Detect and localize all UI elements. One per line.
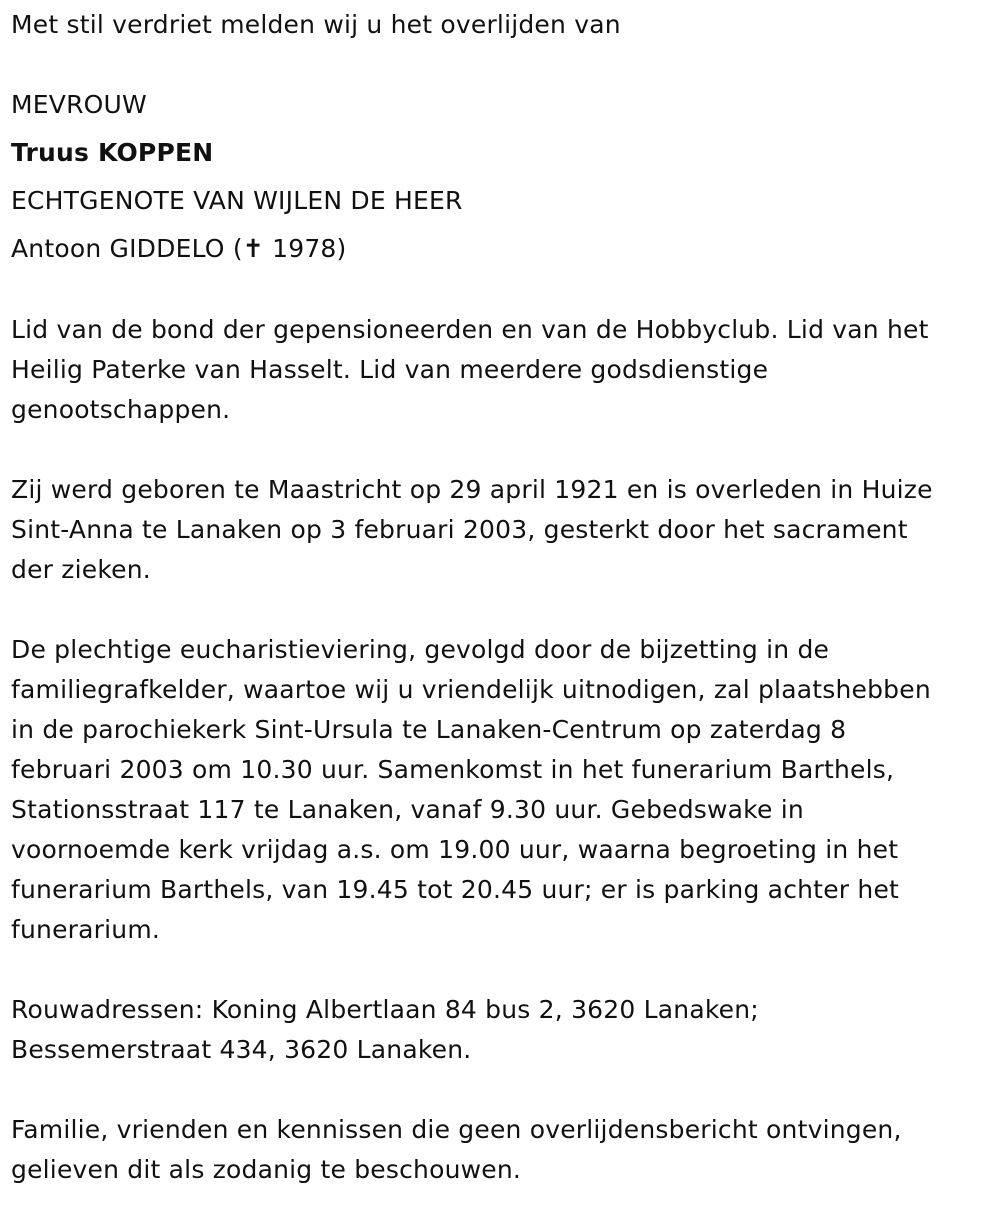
cross-icon: ✝ (242, 234, 264, 263)
closing-line: gelieven dit als zodanig te beschouwen. (11, 1155, 522, 1184)
ceremony-line: familiegrafkelder, waartoe wij u vriendelijk uitnodigen, zal plaatshebben (11, 675, 931, 704)
ceremony-line: Stationsstraat 117 te Lanaken, vanaf 9.30 uur. Gebedswake in (11, 795, 804, 824)
spouse-name: Antoon GIDDELO ( (11, 234, 243, 263)
birth-death-line: Zij werd geboren te Maastricht op 29 april 1921 en is overleden in Huize (11, 475, 933, 504)
birth-death-line: Sint-Anna te Lanaken op 3 februari 2003, gesterkt door het sacrament (11, 515, 908, 544)
ceremony-line: voornoemde kerk vrijdag a.s. om 19.00 uur, waarna begroeting in het (11, 835, 899, 864)
person-name: Truus KOPPEN (11, 138, 214, 167)
memberships-line: Heilig Paterke van Hasselt. Lid van meerdere godsdienstige (11, 355, 769, 384)
ceremony-line: De plechtige eucharistieviering, gevolgd door de bijzetting in de (11, 635, 830, 664)
person-title: MEVROUW (11, 90, 147, 119)
ceremony-line: funerarium. (11, 915, 161, 944)
ceremony-line: februari 2003 om 10.30 uur. Samenkomst in het funerarium Barthels, (11, 755, 895, 784)
spouse-year: 1978) (272, 234, 347, 263)
closing-line: Familie, vrienden en kennissen die geen overlijdensbericht ontvingen, (11, 1115, 902, 1144)
address-line: Bessemerstraat 434, 3620 Lanaken. (11, 1035, 472, 1064)
memberships-line: Lid van de bond der gepensioneerden en van de Hobbyclub. Lid van het (11, 315, 929, 344)
memberships-line: genootschappen. (11, 395, 231, 424)
spouse-line (11, 234, 347, 264)
person-relation: ECHTGENOTE VAN WIJLEN DE HEER (11, 186, 463, 215)
ceremony-line: in de parochiekerk Sint-Ursula te Lanaken-Centrum op zaterdag 8 (11, 715, 847, 744)
address-line: Rouwadressen: Koning Albertlaan 84 bus 2, 3620 Lanaken; (11, 995, 759, 1024)
intro-text: Met stil verdriet melden wij u het overlijden van (11, 10, 621, 39)
ceremony-line: funerarium Barthels, van 19.45 tot 20.45 uur; er is parking achter het (11, 875, 900, 904)
birth-death-line: der zieken. (11, 555, 151, 584)
